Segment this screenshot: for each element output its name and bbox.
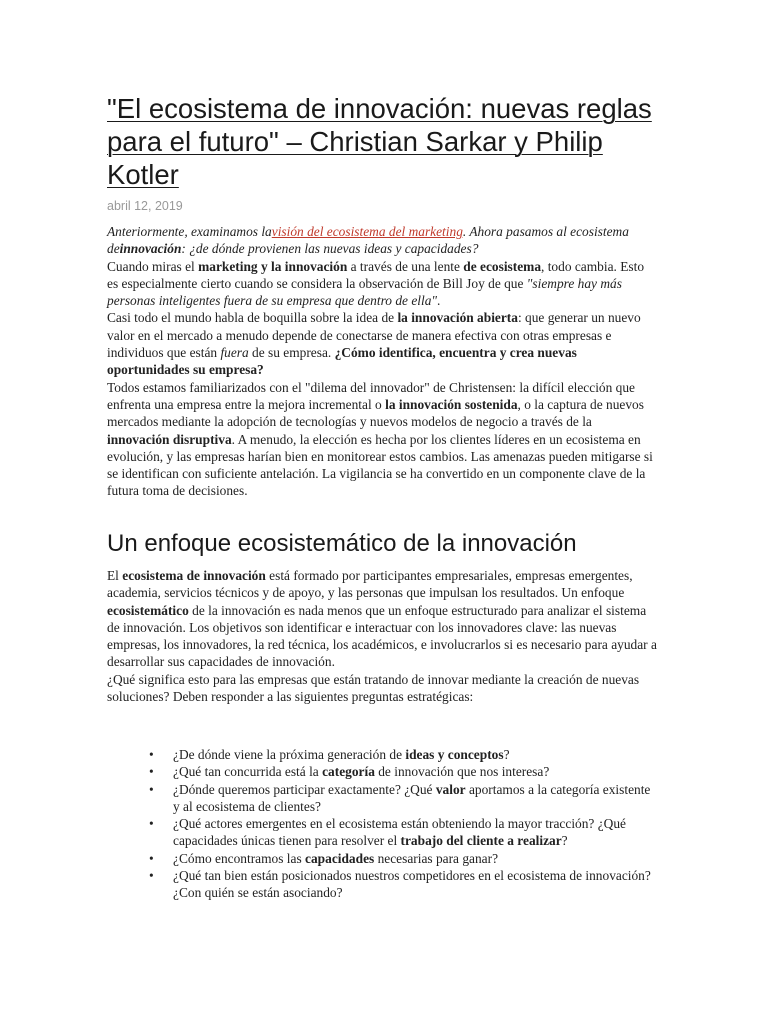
- list-item: • ¿De dónde viene la próxima generación de ideas y conceptos?: [107, 746, 657, 763]
- section-heading: Un enfoque ecosistemático de la innovación: [107, 530, 577, 557]
- post-date: abril 12, 2019: [107, 199, 183, 213]
- intro-paragraph-1: Anteriormente, examinamos lavisión del ecosistema del marketing. Ahora pasamos al ecosistema deinnovación: ¿de dónde provienen las nuevas ideas y capacidades?: [107, 224, 629, 257]
- marketing-ecosystem-link[interactable]: visión del ecosistema del marketing: [271, 224, 463, 239]
- intro-paragraph-3: Casi todo el mundo habla de boquilla sobre la idea de la innovación abierta: que generar un nuevo valor en el mercado a menudo depende de conectarse de manera efectiva con otras empresas e individuos que están fuera de su empresa. ¿Cómo identifica, encuentra y crea nuevas oportunidades su empresa?: [107, 310, 641, 378]
- list-item: • ¿Cómo encontramos las capacidades necesarias para ganar?: [107, 850, 657, 867]
- section-paragraph-1: El ecosistema de innovación está formado por participantes empresariales, empresas emergentes, academia, servicios técnicos y de apoyo, y las personas que impulsan los resultados. Un enfoque ecosistemático de la innovación es nada menos que un enfoque estructurado para analizar el sistema de innovación. Los objetivos son identificar e interactuar con los innovadores clave: las nuevas empresas, los innovadores, la red técnica, los académicos, e involucrarlos si es necesario para ayudar a desarrollar sus capacidades de innovación.: [107, 568, 657, 670]
- strategic-questions-list: [107, 746, 657, 902]
- ecosystem-section: [107, 567, 657, 705]
- intro-paragraph-2: Cuando miras el marketing y la innovación a través de una lente de ecosistema, todo cambia. Esto es especialmente cierto cuando se considera la observación de Bill Joy de que "siempre hay más personas inteligentes fuera de su empresa que dentro de ella".: [107, 258, 645, 309]
- article-title[interactable]: "El ecosistema de innovación: nuevas reglas para el futuro" – Christian Sarkar y Philip Kotler: [107, 93, 652, 190]
- list-item: • ¿Qué tan concurrida está la categoría de innovación que nos interesa?: [107, 763, 657, 780]
- intro-section: [107, 223, 657, 500]
- list-item: • ¿Qué actores emergentes en el ecosistema están obteniendo la mayor tracción? ¿Qué capacidades únicas tienen para resolver el trabajo del cliente a realizar?: [107, 815, 657, 850]
- list-item: • ¿Dónde queremos participar exactamente? ¿Qué valor aportamos a la categoría existente y al ecosistema de clientes?: [107, 781, 657, 816]
- section-paragraph-2: ¿Qué significa esto para las empresas que están tratando de innovar mediante la creación de nuevas soluciones? Deben responder a las siguientes preguntas estratégicas:: [107, 671, 640, 705]
- intro-paragraph-4: Todos estamos familiarizados con el "dilema del innovador" de Christensen: la difícil elección que enfrenta una empresa entre la mejora incremental o la innovación sostenida, o la captura de nuevos mercados mediante la adopción de tecnologías y nuevos modelos de negocio a través de la innovación disruptiva. A menudo, la elección es hecha por los clientes líderes en un ecosistema en evolución, y las empresas harían bien en monitorear estos cambios. Las amenazas pueden mitigarse si se identifican con suficiente antelación. La vigilancia se ha convertido en un componente clave de la futura toma de decisiones.: [107, 379, 653, 499]
- list-item: • ¿Qué tan bien están posicionados nuestros competidores en el ecosistema de innovación? ¿Con quién se están asociando?: [107, 867, 657, 902]
